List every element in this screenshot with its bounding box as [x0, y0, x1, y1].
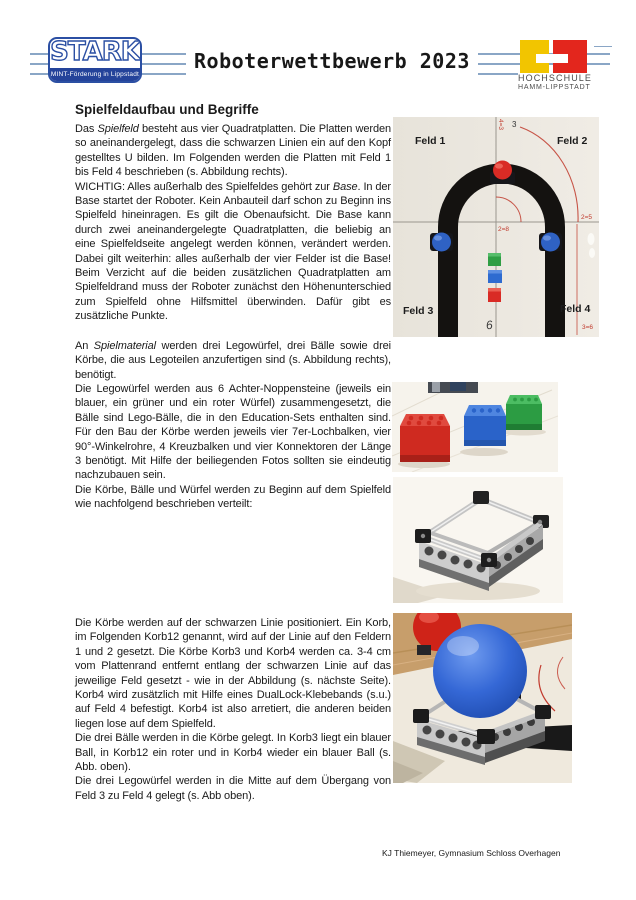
red-lego-cube: [400, 414, 450, 462]
header-rule-stub: [594, 46, 612, 47]
blue-ball-large: [433, 624, 527, 718]
body-paragraph: Die Körbe werden auf der schwarzen Linie positioniert. Ein Korb, im Folgenden Korb12 genannt, wird auf der Linie auf den Feldern 1 und 2 gesetzt. Die Körbe Korb3 und Korb4 werden ca. 3-4 cm vom Plattenrand entfernt entlang der schwarzen Linie auf das jeweilige Feld gesetzt - wie in der Abbildung (s. nächste Seite). Korb4 wird zusätzlich mit Hilfe eines DualLock-Klebebands (s.u.) auf Feld 4 befestigt. Korb4 ist also arretiert, die anderen beiden liegen lose auf dem Spielfeld.: [75, 617, 391, 730]
stark-logo-wordmark: STARK: [50, 37, 140, 67]
field-mark-bottom-right: 3=6: [582, 324, 594, 331]
cubes-photo: [392, 382, 558, 472]
green-lego-cube: [506, 395, 542, 430]
basket-photo: [393, 477, 563, 603]
footer-credit: KJ Thiemeyer, Gymnasium Schloss Overhagen: [382, 848, 561, 858]
cubes-photo-graphic: [392, 382, 558, 472]
ball-in-basket-photo: [393, 613, 572, 783]
body-paragraph: Die Legowürfel werden aus 6 Achter-Noppensteine (jeweils ein blauer, ein grüner und ein roter Würfel) zusammengesetzt, die Bälle sind Lego-Bälle, die in den Education-Sets enthalten sind. Für den Bau der Körbe werden jeweils vier 7er-Lochbalken, vier 90°-Winkelrohre, 4 Kreuzbalken und vier Konnektoren der Länge 3 benötigt. Mit Hilfe der beiliegenden Fotos sollten sie eindeutig nachzubauen sein.: [75, 382, 391, 482]
field-label-feld4: Feld 4: [560, 303, 591, 315]
hshl-logo-line1: HOCHSCHULE: [518, 73, 618, 83]
hshl-logo-cross-icon: [536, 54, 568, 63]
body-paragraph: WICHTIG: Alles außerhalb des Spielfeldes gehört zur Base. In der Base startet der Roboter. Kein Anbauteil darf schon zu Beginn ins Spielfeld hineinragen. Es gilt die Obenaufsicht. Die Base kann durch zwei aneinandergelegte Quadratplatten, die beliebig an eine Spielfeldseite angelegt werden können, verändert werden. Dabei gilt weiterhin: alles außerhalb der vier Felder ist die Base! Beim Verzicht auf die beiden zusätzlichen Quadratplatten am Spielfeldrand muss der Roboter zunächst den Höhenunterschied zum Spielfeld ohne Hilfsmittel überwinden. Dafür gibt es zusätzliche Punkte.: [75, 180, 391, 323]
blue-lego-cube: [464, 405, 506, 446]
lego-cubes-on-field: [488, 253, 502, 302]
blue-ball-right: [541, 233, 560, 252]
section-heading: Spielfeldaufbau und Begriffe: [75, 102, 259, 117]
body-paragraph: Die drei Bälle werden in die Körbe gelegt. In Korb3 liegt ein blauer Ball, in Korb12 ein roter und in Korb4 wieder ein blauer Ball (s. Abb. oben).: [75, 732, 391, 774]
body-paragraph: Das Spielfeld besteht aus vier Quadratplatten. Die Platten werden so aneinandergelegt, dass die schwarzen Linien ein auf den Kopf gestelltes U bilden. Im Folgenden werden die Platten mit Feld 1 bis Feld 4 beschrieben (s. Abbildung rechts).: [75, 123, 391, 179]
blue-ball-left: [432, 233, 451, 252]
red-ball: [493, 161, 512, 180]
stark-logo: [48, 37, 142, 83]
field-mark-top: 4=3: [497, 119, 504, 131]
body-paragraph: Die drei Legowürfel werden in die Mitte auf dem Übergang von Feld 3 zu Feld 4 gelegt (s. Abb oben).: [75, 775, 391, 802]
article-bottom-block: [75, 616, 391, 803]
hshl-logo-line2: HAMM-LIPPSTADT: [518, 84, 618, 91]
field-label-feld1: Feld 1: [415, 135, 446, 147]
field-mark-six: 6: [485, 317, 494, 333]
field-label-feld3: Feld 3: [403, 305, 434, 317]
basket-photo-graphic: [393, 477, 563, 603]
article-top-block: [75, 101, 391, 512]
page-title: Roboterwettbewerb 2023: [186, 48, 478, 75]
stark-logo-tagline: MINT-Förderung in Lippstadt: [50, 68, 140, 81]
ball-photo-graphic: [393, 613, 572, 783]
field-mark-center: 2=8: [498, 226, 510, 233]
field-mark-top-black: 3: [512, 120, 517, 129]
field-photo: [393, 117, 599, 337]
body-paragraph: Die Körbe, Bälle und Würfel werden zu Beginn auf dem Spielfeld wie nachfolgend beschrieben verteilt:: [75, 483, 391, 511]
field-mark-right: 2=5: [581, 214, 593, 221]
body-paragraph: An Spielmaterial werden drei Legowürfel, drei Bälle sowie drei Körbe, die aus Legoteilen anzufertigen sind (s. Abbildung rechts), benötigt.: [75, 339, 391, 381]
field-label-feld2: Feld 2: [557, 135, 588, 147]
